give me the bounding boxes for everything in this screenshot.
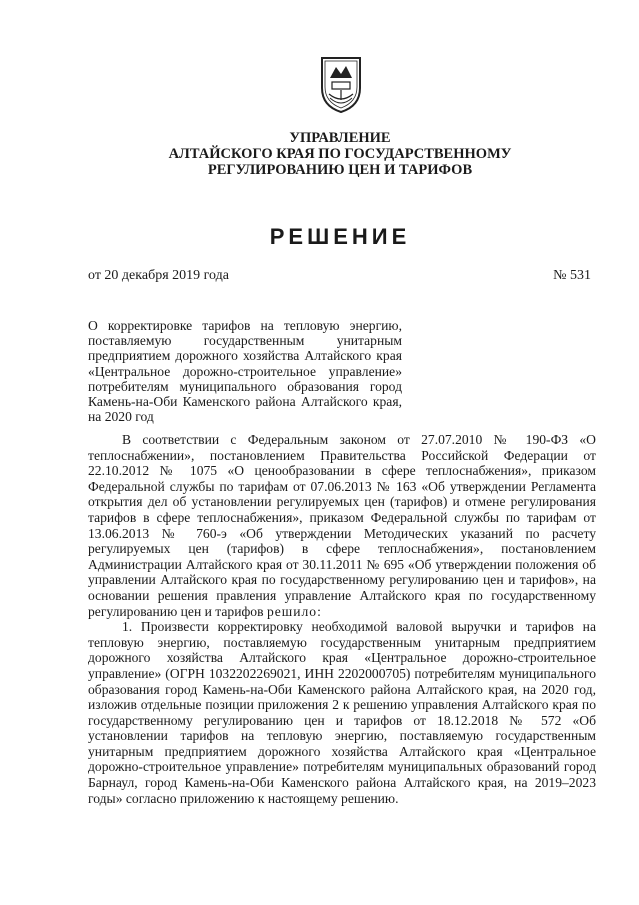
document-title: РЕШЕНИЕ bbox=[269, 224, 411, 249]
preamble-paragraph bbox=[88, 432, 596, 619]
document-date: от 20 декабря 2019 года bbox=[88, 268, 229, 283]
org-line-3: РЕГУЛИРОВАНИЮ ЦЕН И ТАРИФОВ bbox=[207, 162, 473, 178]
preamble-text: В соответствии с Федеральным законом от 27.07.2010 № 190-ФЗ «О теплоснабжении», постановлением Правительства Российской Федерации от 22.10.2012 № 1075 «О ценообразовании в сфере теплоснабжения», приказом Федеральной службы по тарифам от 07.06.2013 № 163 «Об утверждении Регламента открытия дел об установлении регулируемых цен (тарифов) и отмене регулирования тарифов в сфере теплоснабжения», приказом Федеральной службы по тарифам от 13.06.2013 № 760-э «Об утверждении Методических указаний по расчету регулируемых цен (тарифов) в сфере теплоснабжения», постановлением Администрации Алтайского края от 30.11.2011 № 695 «Об утверждении положения об управлении Алтайского края по государственному регулированию цен и тарифов», на основании решения правления управление Алтайского края по государственному регулированию цен и тарифов bbox=[88, 432, 596, 619]
org-line-2: АЛТАЙСКОГО КРАЯ ПО ГОСУДАРСТВЕННОМУ bbox=[168, 146, 512, 162]
resolved-text: решило: bbox=[266, 603, 322, 619]
document-body bbox=[88, 432, 596, 806]
issuing-authority bbox=[130, 130, 550, 178]
org-line-1: УПРАВЛЕНИЕ bbox=[289, 130, 391, 146]
document-number: № 531 bbox=[553, 268, 591, 283]
coat-of-arms-emblem bbox=[318, 54, 364, 114]
document-subject: О корректировке тарифов на тепловую энергию, поставляемую государственным унитарным предприятием дорожного хозяйства Алтайского края «Центральное дорожно-строительное управление» потребителям муниципального образования город Камень-на-Оби Каменского района Алтайского края, на 2020 год bbox=[88, 318, 402, 425]
item-1-paragraph: 1. Произвести корректировку необходимой валовой выручки и тарифов на тепловую энергию, поставляемую государственным унитарным предприятием дорожного хозяйства Алтайского края «Центральное дорожно-строительное управление» (ОГРН 1032202269021, ИНН 2202000705) потребителям муниципального образования город Камень-на-Оби Каменского района Алтайского края, на 2020 год, изложив отдельные позиции приложения 2 к решению управления Алтайского края по государственному регулированию цен и тарифов от 18.12.2018 № 572 «Об установлении тарифов на тепловую энергию, поставляемую государственным унитарным предприятием дорожного хозяйства Алтайского края «Центральное дорожно-строительное управление» потребителям муниципальных образований город Барнаул, город Камень-на-Оби Каменского района Алтайского края, на 2019–2023 годы» согласно приложению к настоящему решению. bbox=[88, 619, 596, 806]
